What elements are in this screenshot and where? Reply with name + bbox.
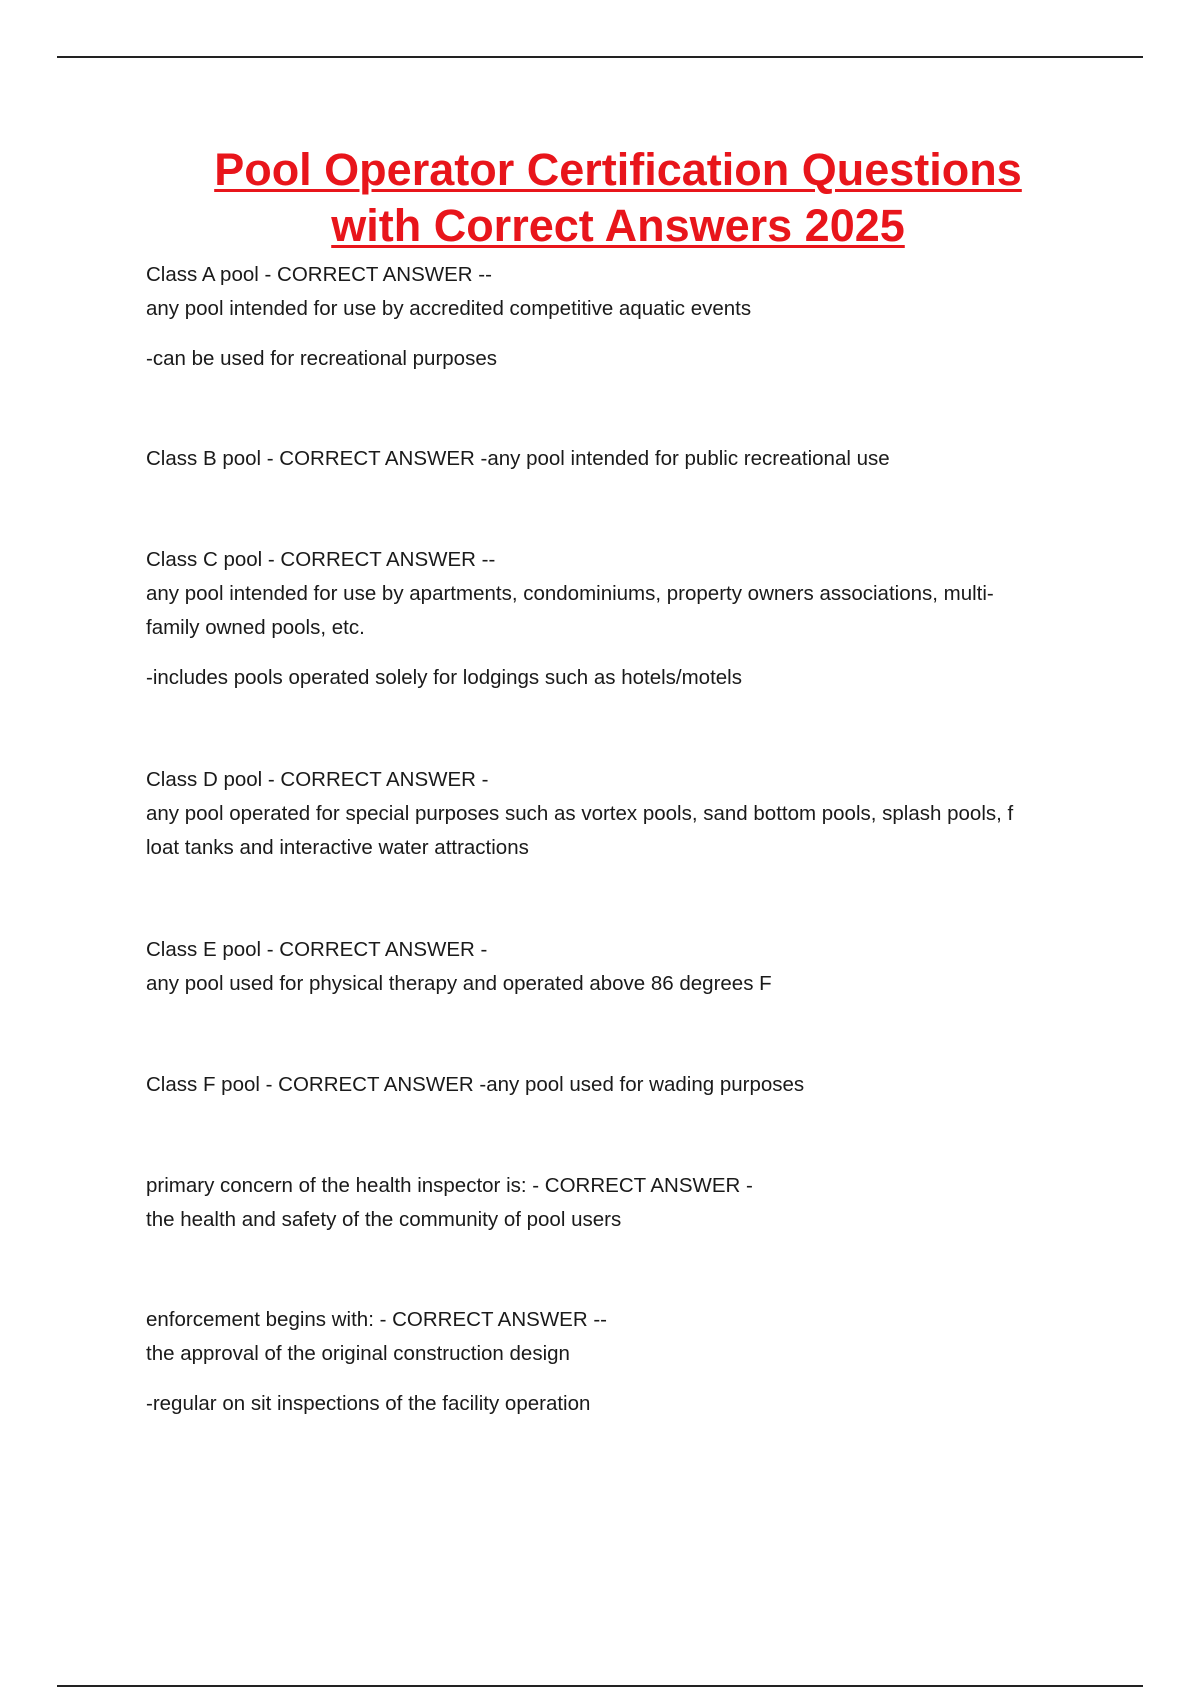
answer-line: family owned pools, etc.: [146, 616, 365, 639]
question-line: Class C pool - CORRECT ANSWER --: [146, 548, 496, 571]
header-rule: [57, 56, 1143, 58]
answer-note: -can be used for recreational purposes: [146, 347, 497, 370]
document-title: [0, 142, 1200, 254]
question-line: Class D pool - CORRECT ANSWER -: [146, 768, 489, 791]
title-line-2: with Correct Answers 2025: [331, 200, 905, 251]
qa-item-class-e: [146, 933, 772, 1001]
answer-note: -includes pools operated solely for lodgings such as hotels/motels: [146, 666, 742, 689]
answer-line: any pool intended for use by accredited competitive aquatic events: [146, 297, 752, 320]
answer-line: the approval of the original construction design: [146, 1342, 570, 1365]
qa-item-class-d: [146, 763, 1013, 865]
qa-item-health-inspector: [146, 1169, 753, 1237]
footer-rule: [57, 1685, 1143, 1687]
qa-item-class-a: [146, 258, 751, 376]
title-line-1: Pool Operator Certification Questions: [214, 144, 1022, 195]
answer-note: -regular on sit inspections of the facility operation: [146, 1392, 591, 1415]
question-line: Class E pool - CORRECT ANSWER -: [146, 938, 488, 961]
question-line: Class A pool - CORRECT ANSWER --: [146, 263, 492, 286]
question-line: enforcement begins with: - CORRECT ANSWER --: [146, 1308, 607, 1331]
question-line: primary concern of the health inspector is: - CORRECT ANSWER -: [146, 1174, 753, 1197]
question-line: Class B pool - CORRECT ANSWER -any pool intended for public recreational use: [146, 447, 890, 470]
answer-line: loat tanks and interactive water attractions: [146, 836, 529, 859]
answer-line: any pool operated for special purposes such as vortex pools, sand bottom pools, splash pools, f: [146, 802, 1014, 825]
qa-item-class-c: [146, 543, 994, 695]
answer-line: any pool intended for use by apartments, condominiums, property owners associations, multi-: [146, 582, 994, 605]
qa-item-class-b: [146, 442, 890, 476]
qa-item-class-f: [146, 1068, 804, 1102]
answer-line: the health and safety of the community of pool users: [146, 1208, 622, 1231]
answer-line: any pool used for physical therapy and operated above 86 degrees F: [146, 972, 772, 995]
qa-item-enforcement: [146, 1303, 607, 1421]
question-line: Class F pool - CORRECT ANSWER -any pool used for wading purposes: [146, 1073, 805, 1096]
